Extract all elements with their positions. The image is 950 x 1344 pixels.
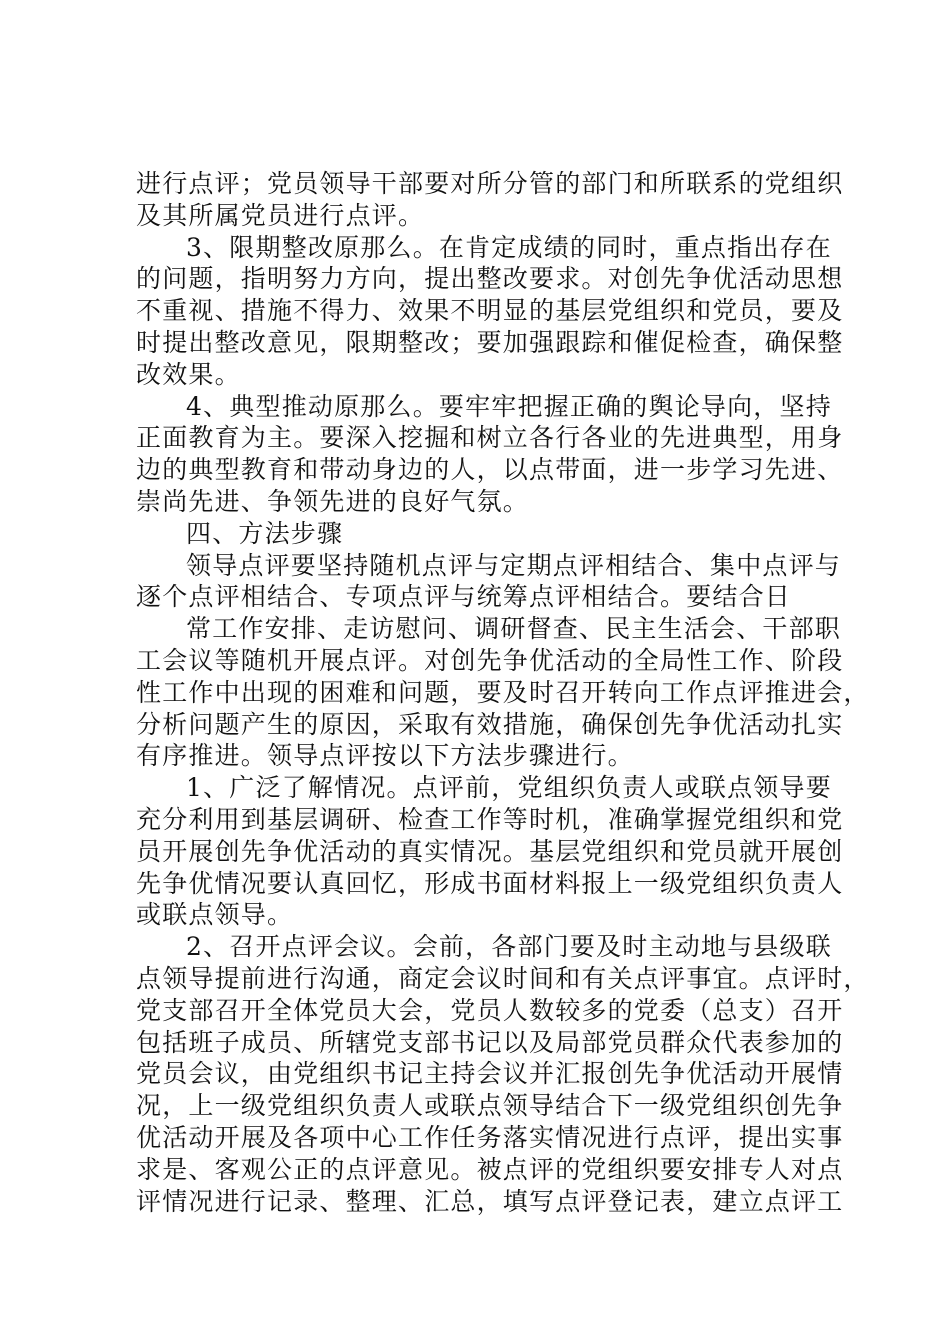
- text-line: 评情况进行记录、整理、汇总，填写点评登记表，建立点评工: [136, 1186, 844, 1216]
- text-line: 正面教育为主。要深入挖掘和树立各行各业的先进典型，用身: [136, 423, 844, 453]
- text-line: 求是、客观公正的点评意见。被点评的党组织要安排专人对点: [136, 1154, 844, 1184]
- text-line: 点领导提前进行沟通，商定会议时间和有关点评事宜。点评时，: [136, 963, 870, 993]
- text-line: 四、方法步骤: [186, 518, 344, 548]
- text-line: 及其所属党员进行点评。: [136, 200, 425, 230]
- text-line: 况，上一级党组织负责人或联点领导结合下一级党组织创先争: [136, 1091, 844, 1121]
- text-line: 或联点领导。: [136, 900, 294, 930]
- text-line: 1、广泛了解情况。点评前，党组织负责人或联点领导要: [186, 773, 832, 803]
- text-line: 进行点评；党员领导干部要对所分管的部门和所联系的党组织: [136, 169, 844, 198]
- text-line: 时提出整改意见，限期整改；要加强跟踪和催促检查，确保整: [136, 327, 844, 357]
- text-line: 性工作中出现的困难和问题，要及时召开转向工作点评推进会，: [136, 677, 870, 707]
- text-line: 逐个点评相结合、专项点评与统筹点评相结合。要结合日: [136, 582, 792, 612]
- text-line: 先争优情况要认真回忆，形成书面材料报上一级党组织负责人: [136, 868, 844, 898]
- text-line: 2、召开点评会议。会前，各部门要及时主动地与县级联: [186, 932, 832, 962]
- text-line: 员开展创先争优活动的真实情况。基层党组织和党员就开展创: [136, 836, 844, 866]
- text-line: 常工作安排、走访慰问、调研督查、民主生活会、干部职: [186, 614, 842, 644]
- text-line: 包括班子成员、所辖党支部书记以及局部党员群众代表参加的: [136, 1027, 844, 1057]
- text-line: 工会议等随机开展点评。对创先争优活动的全局性工作、阶段: [136, 645, 844, 675]
- text-line: 4、典型推动原那么。要牢牢把握正确的舆论导向，坚持: [186, 391, 832, 421]
- text-line: 党员会议，由党组织书记主持会议并汇报创先争优活动开展情: [136, 1059, 844, 1089]
- text-line: 优活动开展及各项中心工作任务落实情况进行点评，提出实事: [136, 1122, 844, 1152]
- text-line: 党支部召开全体党员大会，党员人数较多的党委（总支）召开: [136, 995, 844, 1025]
- text-line: 充分利用到基层调研、检查工作等时机，准确掌握党组织和党: [136, 804, 844, 834]
- text-line: 分析问题产生的原因，采取有效措施，确保创先争优活动扎实: [136, 709, 844, 739]
- document-body: [136, 168, 870, 1217]
- text-line: 不重视、措施不得力、效果不明显的基层党组织和党员，要及: [136, 296, 844, 326]
- text-line: 改效果。: [136, 359, 241, 389]
- text-line: 有序推进。领导点评按以下方法步骤进行。: [136, 741, 634, 771]
- text-line: 领导点评要坚持随机点评与定期点评相结合、集中点评与: [186, 550, 842, 580]
- text-line: 的问题，指明努力方向，提出整改要求。对创先争优活动思想: [136, 264, 844, 294]
- text-line: 边的典型教育和带动身边的人，以点带面，进一步学习先进、: [136, 455, 844, 485]
- text-line: 崇尚先进、争领先进的良好气氛。: [136, 486, 530, 516]
- text-line: 3、限期整改原那么。在肯定成绩的同时，重点指出存在: [186, 232, 832, 262]
